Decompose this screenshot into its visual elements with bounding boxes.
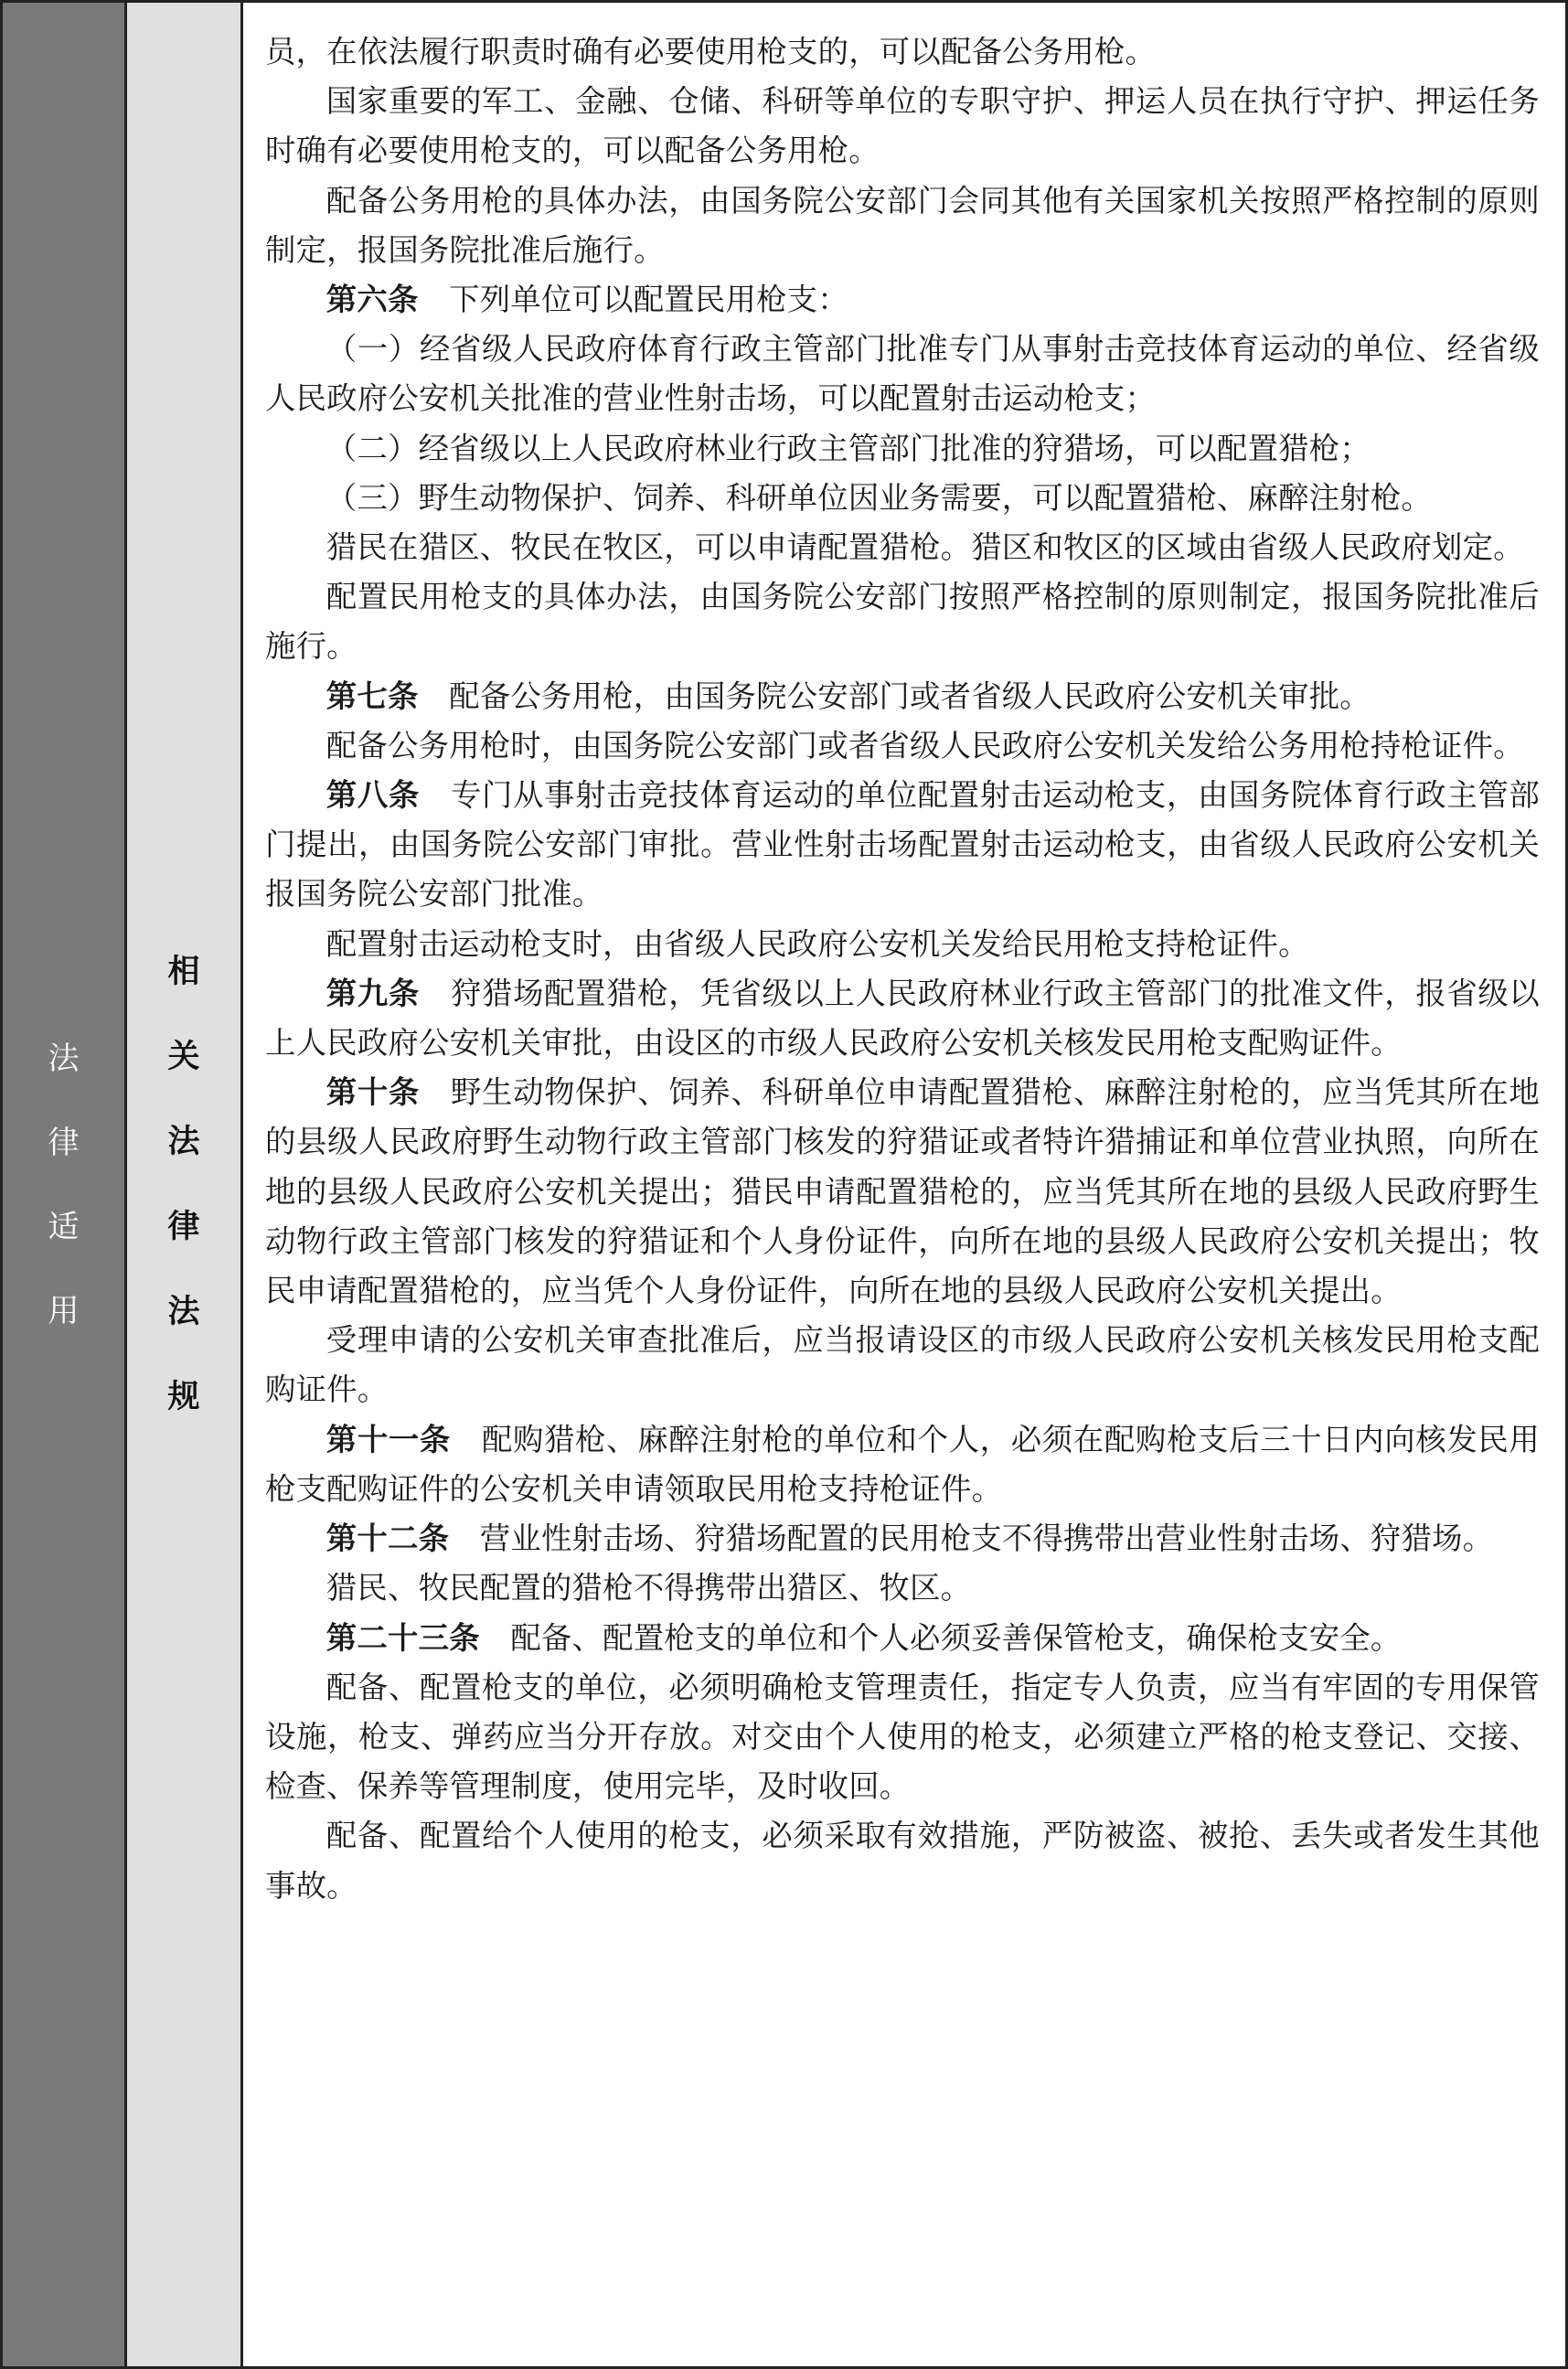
content-cell bbox=[242, 2, 1567, 2368]
subcategory-char: 法 bbox=[167, 1293, 200, 1330]
paragraph-text: 国家重要的军工、金融、仓储、科研等单位的专职守护、押运人员在执行守护、押运任务时确有必要使用枪支的，可以配备公务用枪。 bbox=[265, 83, 1540, 169]
subcategory-char: 相 bbox=[167, 953, 200, 990]
law-paragraph bbox=[265, 672, 1540, 721]
law-paragraph bbox=[265, 572, 1540, 671]
paragraph-text: 配置民用枪支的具体办法，由国务院公安部门按照严格控制的原则制定，报国务院批准后施行。 bbox=[265, 579, 1540, 665]
law-paragraph bbox=[265, 176, 1540, 275]
category-label bbox=[48, 1040, 80, 1329]
article-gap bbox=[449, 1521, 480, 1556]
law-paragraph bbox=[265, 424, 1540, 474]
subcategory-char: 法 bbox=[167, 1123, 200, 1160]
law-paragraph bbox=[265, 77, 1540, 176]
paragraph-text: 下列单位可以配置民用枪支： bbox=[449, 282, 848, 318]
paragraph-text: 配备公务用枪，由国务院公安部门或者省级人民政府公安机关审批。 bbox=[449, 678, 1371, 714]
paragraph-text: 配置射击运动枪支时，由省级人民政府公安机关发给民用枪支持枪证件。 bbox=[325, 925, 1309, 962]
article-number: 第十一条 bbox=[325, 1421, 451, 1457]
law-paragraph bbox=[265, 1563, 1540, 1613]
paragraph-text: 野生动物保护、饲养、科研单位申请配置猎枪、麻醉注射枪的，应当凭其所在地的县级人民政府野生动物行政主管部门核发的狩猎证或者特许猎捕证和单位营业执照，向所在地的县级人民政府公安机关提出；猎民申请配置猎枪的，应当凭其所在地的县级人民政府野生动物行政主管部门核发的狩猎证和个人身份证件，向所在地的县级人民政府公安机关提出；牧民申请配置猎枪的，应当凭个人身份证件，向所在地的县级人民政府公安机关提出。 bbox=[265, 1074, 1541, 1309]
paragraph-text: 营业性射击场、狩猎场配置的民用枪支不得携带出营业性射击场、狩猎场。 bbox=[479, 1521, 1494, 1557]
article-number: 第六条 bbox=[325, 282, 419, 318]
paragraph-text: （一）经省级人民政府体育行政主管部门批准专门从事射击竞技体育运动的单位、经省级人民政府公安机关批准的营业性射击场，可以配置射击运动枪支； bbox=[265, 331, 1540, 417]
law-paragraph bbox=[265, 1514, 1540, 1563]
law-text-body bbox=[243, 3, 1565, 1911]
paragraph-text: 猎民、牧民配置的猎枪不得携带出猎区、牧区。 bbox=[325, 1570, 972, 1606]
article-number: 第九条 bbox=[325, 975, 420, 1011]
law-paragraph bbox=[265, 27, 1540, 77]
category-char: 律 bbox=[48, 1124, 80, 1161]
article-number: 第十二条 bbox=[325, 1521, 450, 1557]
article-number: 第八条 bbox=[325, 777, 420, 814]
article-gap bbox=[480, 1620, 511, 1656]
paragraph-text: 配备、配置给个人使用的枪支，必须采取有效措施，严防被盗、被抢、丢失或者发生其他事故。 bbox=[265, 1818, 1540, 1904]
paragraph-text: 员，在依法履行职责时确有必要使用枪支的，可以配备公务用枪。 bbox=[265, 34, 1157, 69]
paragraph-text: 配购猎枪、麻醉注射枪的单位和个人，必须在配购枪支后三十日内向核发民用枪支配购证件的公安机关申请领取民用枪支持枪证件。 bbox=[265, 1421, 1540, 1507]
law-paragraph bbox=[265, 721, 1540, 771]
paragraph-text: 狩猎场配置猎枪，凭省级以上人民政府林业行政主管部门的批准文件，报省级以上人民政府公安机关审批，由设区的市级人民政府公安机关核发民用枪支配购证件。 bbox=[265, 975, 1541, 1062]
category-char: 适 bbox=[48, 1208, 80, 1245]
law-paragraph bbox=[265, 1811, 1540, 1910]
paragraph-text: 配备、配置枪支的单位和个人必须妥善保管枪支，确保枪支安全。 bbox=[510, 1619, 1402, 1656]
subcategory-char: 关 bbox=[167, 1038, 200, 1075]
law-paragraph bbox=[265, 920, 1540, 969]
paragraph-text: 猎民在猎区、牧民在牧区，可以申请配置猎枪。猎区和牧区的区域由省级人民政府划定。 bbox=[325, 529, 1524, 566]
law-paragraph bbox=[265, 1663, 1540, 1812]
paragraph-text: 配备、配置枪支的单位，必须明确枪支管理责任，指定专人负责，应当有牢固的专用保管设施，枪支、弹药应当分开存放。对交由个人使用的枪支，必须建立严格的枪支登记、交接、检查、保养等管理制度，使用完毕，及时收回。 bbox=[265, 1669, 1540, 1805]
subcategory-label bbox=[167, 953, 200, 1415]
category-cell bbox=[2, 2, 126, 2368]
subcategory-cell bbox=[126, 2, 242, 2368]
law-paragraph bbox=[265, 1068, 1540, 1316]
law-paragraph bbox=[265, 275, 1540, 325]
category-char: 法 bbox=[48, 1040, 80, 1077]
article-gap bbox=[420, 1074, 451, 1110]
article-number: 第十条 bbox=[325, 1074, 420, 1111]
law-paragraph bbox=[265, 1614, 1540, 1663]
paragraph-text: 配备公务用枪的具体办法，由国务院公安部门会同其他有关国家机关按照严格控制的原则制定，报国务院批准后施行。 bbox=[265, 182, 1540, 268]
paragraph-text: 专门从事射击竞技体育运动的单位配置射击运动枪支，由国务院体育行政主管部门提出，由国务院公安部门审批。营业性射击场配置射击运动枪支，由省级人民政府公安机关报国务院公安部门批准。 bbox=[265, 777, 1541, 912]
law-paragraph bbox=[265, 1415, 1540, 1514]
paragraph-text: 受理申请的公安机关审查批准后，应当报请设区的市级人民政府公安机关核发民用枪支配购证件。 bbox=[265, 1322, 1540, 1408]
article-number: 第七条 bbox=[325, 678, 419, 714]
category-char: 用 bbox=[48, 1292, 80, 1329]
article-gap bbox=[419, 678, 450, 714]
law-paragraph bbox=[265, 1316, 1540, 1414]
article-gap bbox=[451, 1422, 482, 1457]
law-paragraph bbox=[265, 771, 1540, 920]
table-row bbox=[2, 2, 1567, 2368]
article-gap bbox=[419, 282, 450, 317]
article-gap bbox=[420, 976, 451, 1011]
law-paragraph bbox=[265, 523, 1540, 572]
paragraph-text: （二）经省级以上人民政府林业行政主管部门批准的狩猎场，可以配置猎枪； bbox=[325, 430, 1371, 466]
law-paragraph bbox=[265, 474, 1540, 523]
law-paragraph bbox=[265, 325, 1540, 423]
paragraph-text: （三）野生动物保护、饲养、科研单位因业务需要，可以配置猎枪、麻醉注射枪。 bbox=[325, 479, 1433, 516]
subcategory-char: 律 bbox=[167, 1208, 200, 1245]
paragraph-text: 配备公务用枪时，由国务院公安部门或者省级人民政府公安机关发给公务用枪持枪证件。 bbox=[325, 727, 1524, 763]
law-paragraph bbox=[265, 969, 1540, 1068]
article-gap bbox=[420, 777, 451, 813]
subcategory-char: 规 bbox=[167, 1378, 200, 1415]
article-number: 第二十三条 bbox=[325, 1619, 480, 1656]
